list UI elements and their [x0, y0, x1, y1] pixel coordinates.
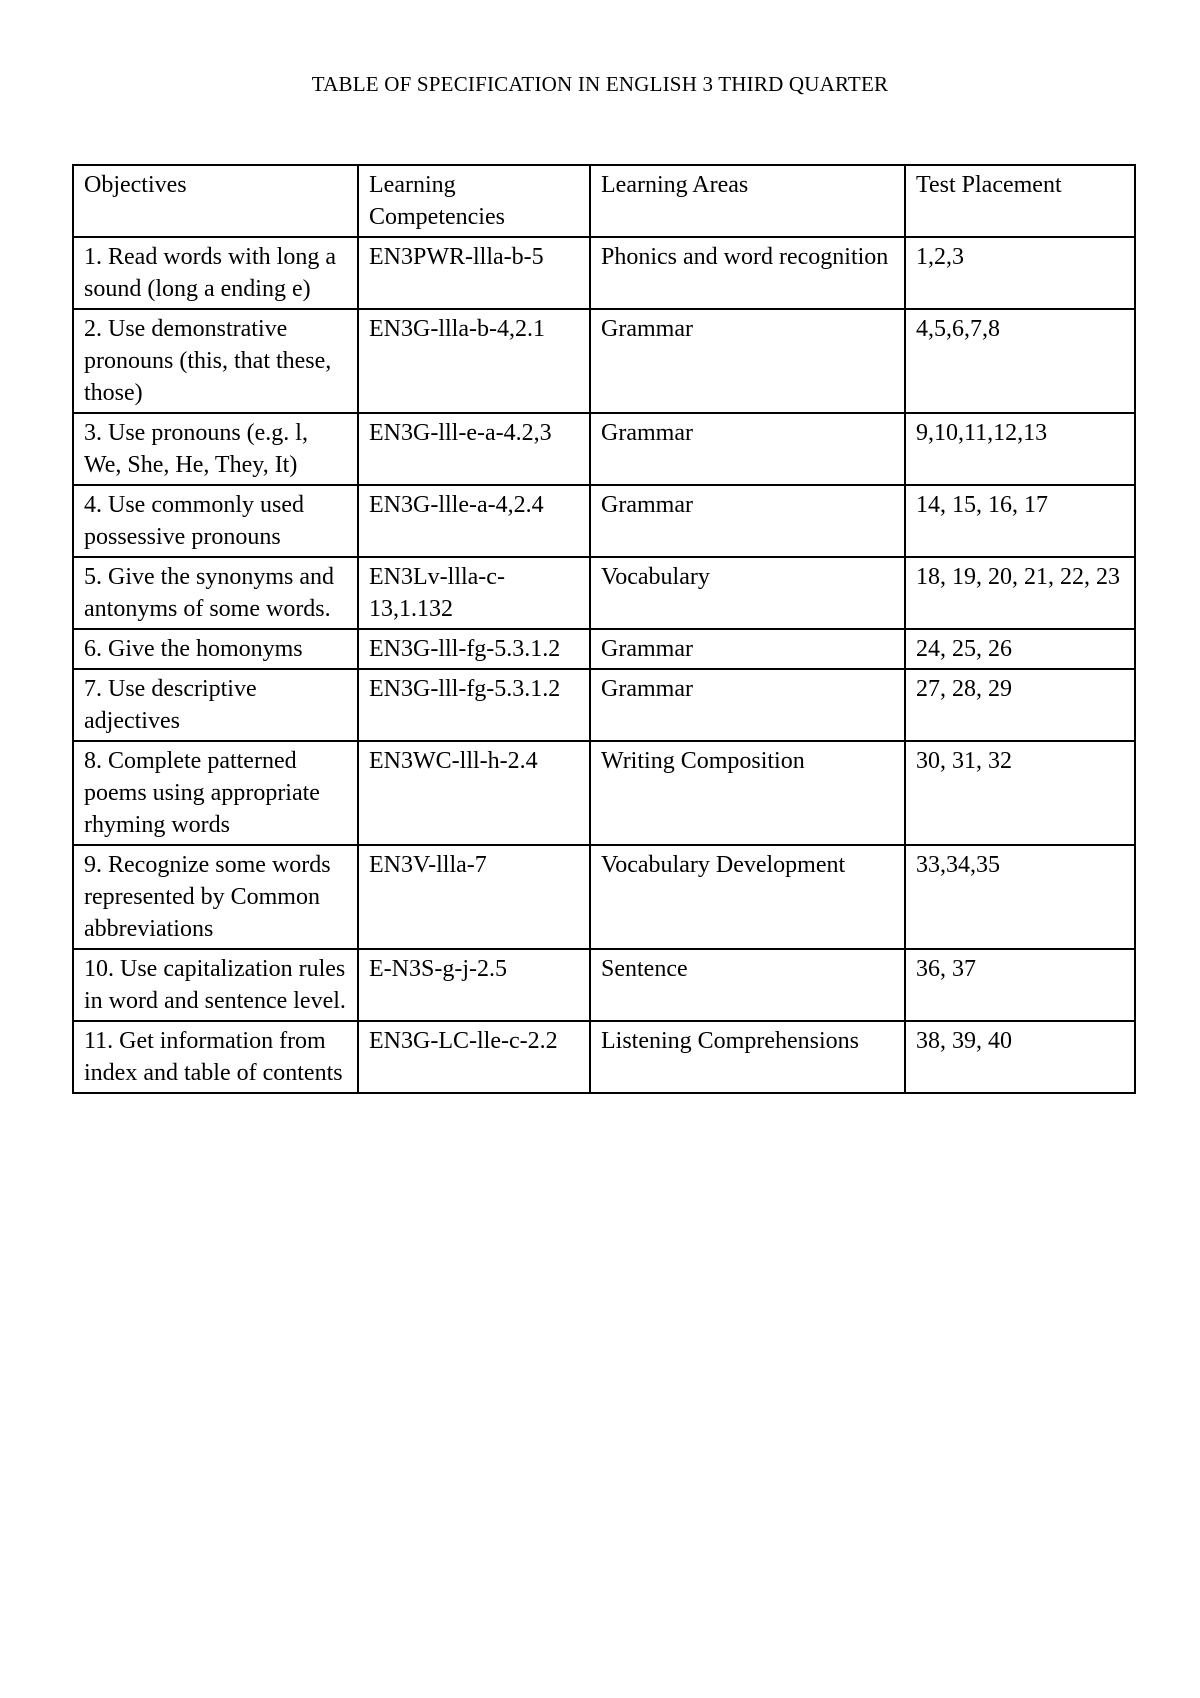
specification-table	[72, 164, 1136, 1094]
learning-area-cell: Grammar	[590, 413, 905, 485]
learning-area-cell: Grammar	[590, 629, 905, 669]
table-row	[73, 413, 1135, 485]
competency-cell: EN3G-lll-fg-5.3.1.2	[358, 629, 590, 669]
objective-cell: 10. Use capitalization rules in word and sentence level.	[73, 949, 358, 1021]
table-row	[73, 1021, 1135, 1093]
test-placement-cell: 33,34,35	[905, 845, 1135, 949]
objective-cell: 11. Get information from index and table of contents	[73, 1021, 358, 1093]
objective-cell: 4. Use commonly used possessive pronouns	[73, 485, 358, 557]
test-placement-cell: 24, 25, 26	[905, 629, 1135, 669]
test-placement-cell: 4,5,6,7,8	[905, 309, 1135, 413]
competency-cell: EN3G-lll-fg-5.3.1.2	[358, 669, 590, 741]
table-row	[73, 741, 1135, 845]
objective-cell: 5. Give the synonyms and antonyms of some words.	[73, 557, 358, 629]
table-row	[73, 949, 1135, 1021]
table-row	[73, 845, 1135, 949]
table-row	[73, 485, 1135, 557]
competency-cell: EN3G-llle-a-4,2.4	[358, 485, 590, 557]
table-row	[73, 557, 1135, 629]
competency-cell: E-N3S-g-j-2.5	[358, 949, 590, 1021]
document-title: TABLE OF SPECIFICATION IN ENGLISH 3 THIRD QUARTER	[311, 72, 889, 96]
test-placement-cell: 38, 39, 40	[905, 1021, 1135, 1093]
table-row	[73, 309, 1135, 413]
learning-area-cell: Phonics and word recognition	[590, 237, 905, 309]
table-row	[73, 629, 1135, 669]
learning-area-cell: Grammar	[590, 309, 905, 413]
header-objectives: Objectives	[73, 165, 358, 237]
competency-cell: EN3Lv-llla-c-13,1.132	[358, 557, 590, 629]
table-row	[73, 669, 1135, 741]
learning-area-cell: Sentence	[590, 949, 905, 1021]
learning-area-cell: Vocabulary Development	[590, 845, 905, 949]
test-placement-cell: 18, 19, 20, 21, 22, 23	[905, 557, 1135, 629]
header-learning-areas: Learning Areas	[590, 165, 905, 237]
competency-cell: EN3G-llla-b-4,2.1	[358, 309, 590, 413]
table-header-row	[73, 165, 1135, 237]
table-row	[73, 237, 1135, 309]
objective-cell: 1. Read words with long a sound (long a ending e)	[73, 237, 358, 309]
competency-cell: EN3G-lll-e-a-4.2,3	[358, 413, 590, 485]
objective-cell: 7. Use descriptive adjectives	[73, 669, 358, 741]
learning-area-cell: Listening Comprehensions	[590, 1021, 905, 1093]
header-test-placement: Test Placement	[905, 165, 1135, 237]
learning-area-cell: Grammar	[590, 669, 905, 741]
learning-area-cell: Vocabulary	[590, 557, 905, 629]
objective-cell: 9. Recognize some words represented by Common abbreviations	[73, 845, 358, 949]
test-placement-cell: 36, 37	[905, 949, 1135, 1021]
objective-cell: 3. Use pronouns (e.g. l, We, She, He, They, It)	[73, 413, 358, 485]
test-placement-cell: 1,2,3	[905, 237, 1135, 309]
objective-cell: 2. Use demonstrative pronouns (this, that these, those)	[73, 309, 358, 413]
test-placement-cell: 14, 15, 16, 17	[905, 485, 1135, 557]
competency-cell: EN3WC-lll-h-2.4	[358, 741, 590, 845]
header-learning-competencies: Learning Competencies	[358, 165, 590, 237]
competency-cell: EN3G-LC-lle-c-2.2	[358, 1021, 590, 1093]
competency-cell: EN3V-llla-7	[358, 845, 590, 949]
test-placement-cell: 30, 31, 32	[905, 741, 1135, 845]
test-placement-cell: 9,10,11,12,13	[905, 413, 1135, 485]
learning-area-cell: Writing Composition	[590, 741, 905, 845]
objective-cell: 8. Complete patterned poems using appropriate rhyming words	[73, 741, 358, 845]
objective-cell: 6. Give the homonyms	[73, 629, 358, 669]
test-placement-cell: 27, 28, 29	[905, 669, 1135, 741]
learning-area-cell: Grammar	[590, 485, 905, 557]
competency-cell: EN3PWR-llla-b-5	[358, 237, 590, 309]
